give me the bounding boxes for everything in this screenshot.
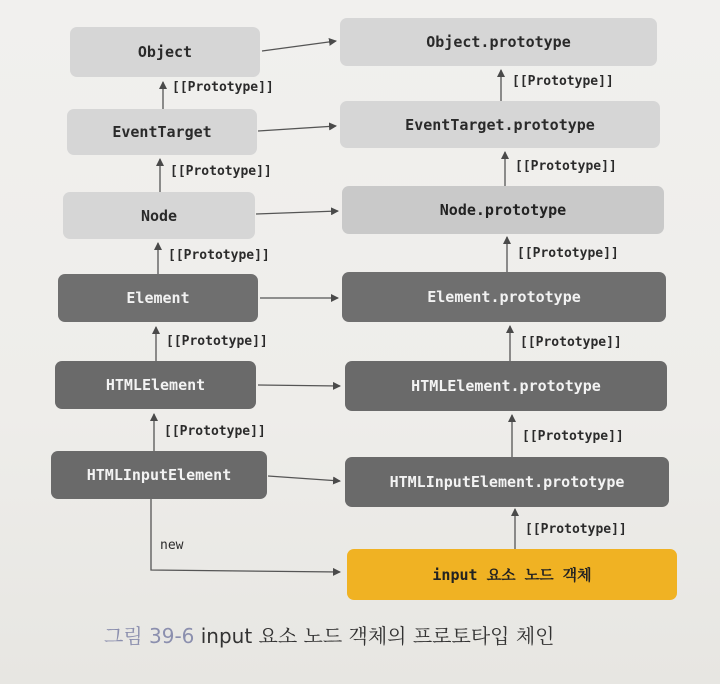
constructor-htmlelement [55, 361, 256, 409]
prototype-link-label: [[Prototype]] [168, 248, 270, 263]
caption-figure-number: 그림 39-6 [104, 624, 195, 648]
prototype-eventtarget [340, 101, 660, 148]
prototype-link-label: [[Prototype]] [517, 246, 619, 261]
prototype-link-label: [[Prototype]] [512, 74, 614, 89]
prototype-node-label: Node.prototype [439, 201, 567, 219]
prototype-link-label: [[Prototype]] [166, 334, 268, 349]
constructor-htmlinputelement-label: HTMLInputElement [86, 466, 232, 484]
constructor-element [58, 274, 258, 322]
arrow-object-to-prototype [262, 41, 336, 51]
figure-caption [104, 620, 554, 649]
prototype-link-label: [[Prototype]] [520, 335, 622, 350]
prototype-link-label: [[Prototype]] [170, 164, 272, 179]
caption-text: input 요소 노드 객체의 프로토타입 체인 [200, 624, 555, 648]
prototype-element-label: Element.prototype [427, 288, 581, 306]
constructor-eventtarget [67, 109, 257, 155]
prototype-htmlelement [345, 361, 667, 411]
constructor-object [70, 27, 260, 77]
prototype-htmlinputelement [345, 457, 669, 507]
arrow-htmlelement-to-prototype [258, 385, 340, 386]
prototype-object-label: Object.prototype [426, 33, 571, 51]
prototype-node [342, 186, 664, 234]
prototype-object [340, 18, 657, 66]
arrow-eventtarget-to-prototype [258, 126, 336, 131]
prototype-link-label: [[Prototype]] [172, 80, 274, 95]
constructor-htmlinputelement [51, 451, 267, 499]
prototype-link-label: [[Prototype]] [515, 159, 617, 174]
prototype-link-label: [[Prototype]] [522, 429, 624, 444]
prototype-htmlinputelement-label: HTMLInputElement.prototype [389, 473, 625, 491]
constructor-element-label: Element [126, 289, 190, 307]
input-node-instance [347, 549, 677, 600]
arrow-htmlinputelement-to-prototype [268, 476, 340, 481]
prototype-link-label: [[Prototype]] [525, 522, 627, 537]
constructor-node-label: Node [140, 206, 178, 225]
arrow-node-to-prototype [256, 211, 338, 214]
prototype-htmlelement-label: HTMLElement.prototype [411, 377, 601, 395]
arrow-new [151, 499, 340, 572]
new-label: new [160, 538, 184, 553]
constructor-htmlelement-label: HTMLElement [105, 376, 206, 394]
constructor-node [63, 192, 255, 239]
prototype-element [342, 272, 666, 322]
prototype-link-label: [[Prototype]] [164, 424, 266, 439]
constructor-object-label: Object [137, 43, 193, 61]
prototype-eventtarget-label: EventTarget.prototype [405, 115, 595, 134]
input-node-instance-label: input 요소 노드 객체 [432, 566, 592, 584]
constructor-eventtarget-label: EventTarget [112, 123, 212, 141]
